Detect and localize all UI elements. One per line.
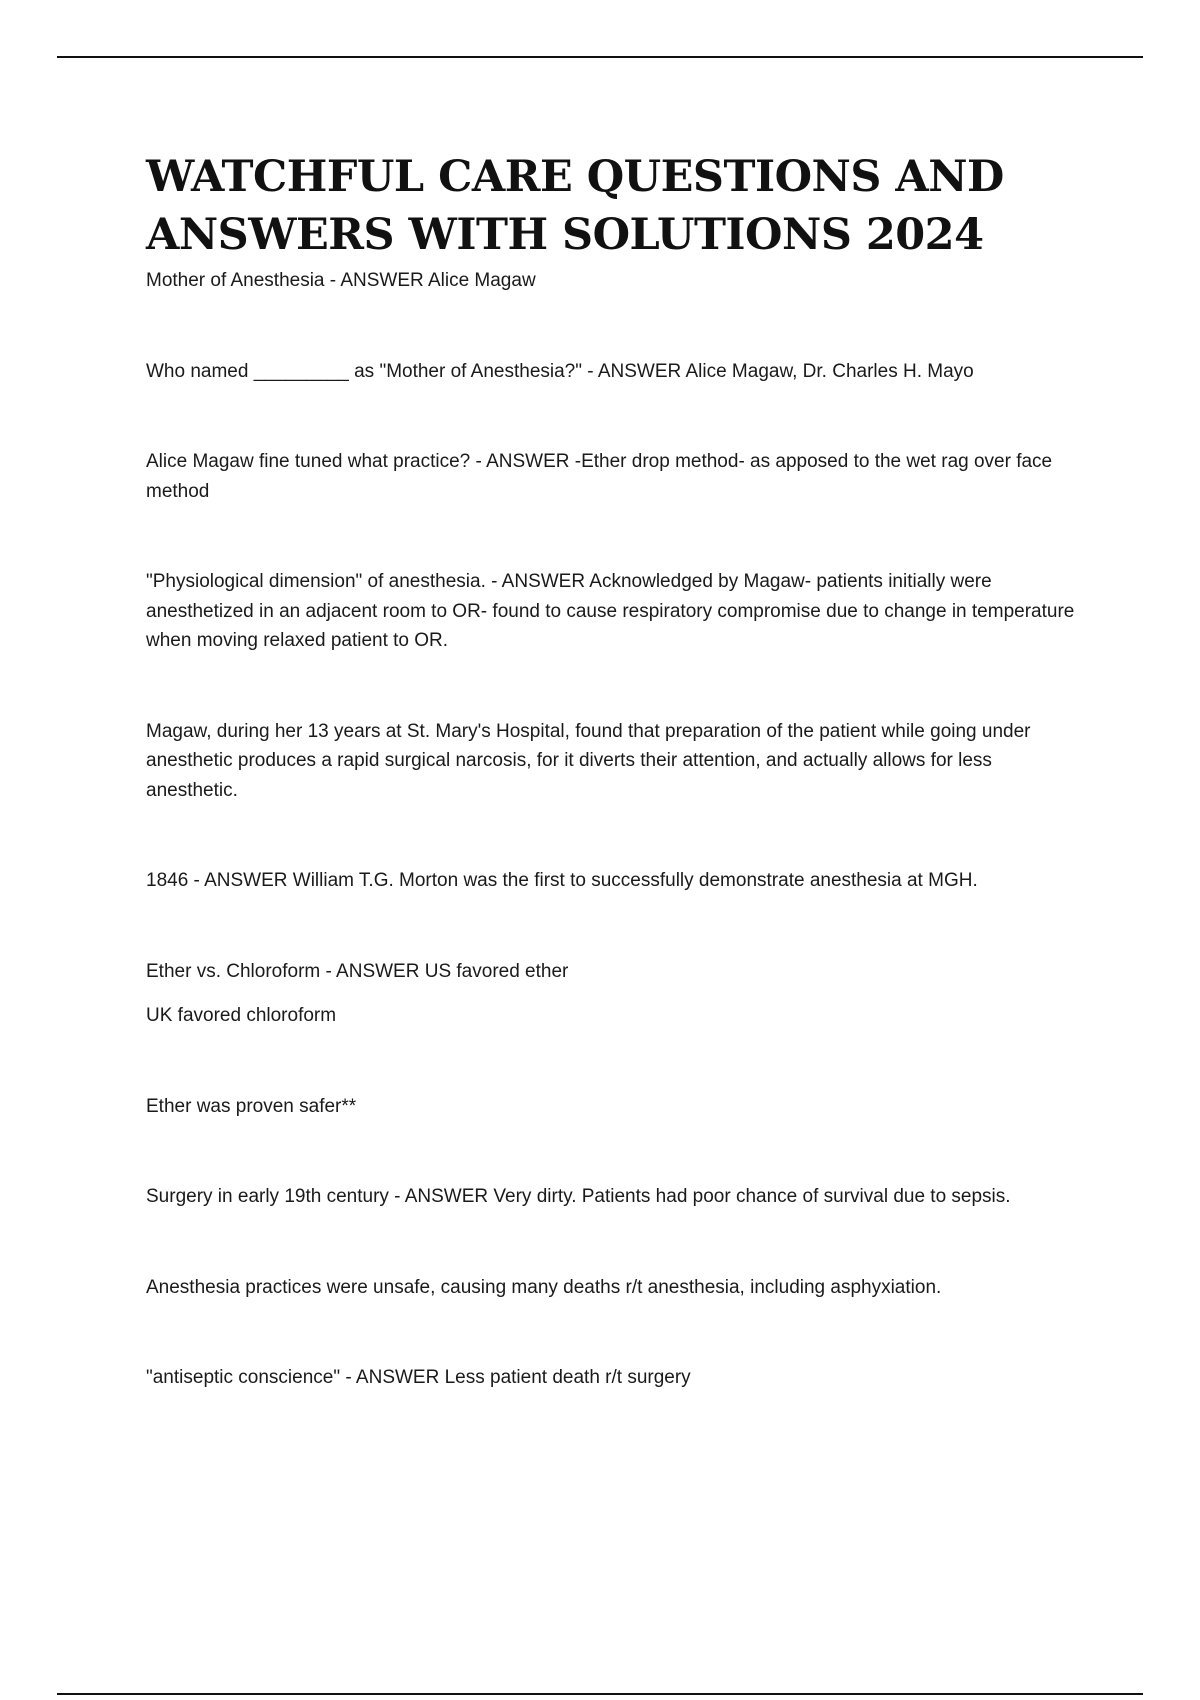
document-title: [146, 148, 1086, 264]
qa-entry: "Physiological dimension" of anesthesia. - ANSWER Acknowledged by Magaw- patients initially were anesthetized in an adjacent room to OR- found to cause respiratory compromise due to change in temperature when moving relaxed patient to OR.: [146, 571, 1075, 651]
qa-entry: 1846 - ANSWER William T.G. Morton was the first to successfully demonstrate anesthesia at MGH.: [146, 870, 978, 891]
qa-entry: "antiseptic conscience" - ANSWER Less patient death r/t surgery: [146, 1367, 691, 1388]
title-line-2: ANSWERS WITH SOLUTIONS 2024: [146, 210, 984, 260]
qa-entry: Anesthesia practices were unsafe, causing many deaths r/t anesthesia, including asphyxiation.: [146, 1276, 942, 1298]
qa-entry: Alice Magaw fine tuned what practice? - ANSWER -Ether drop method- as apposed to the wet rag over face method: [146, 451, 1053, 502]
document-body: [146, 148, 1086, 1393]
top-rule: [57, 56, 1143, 58]
qa-entry: Who named _________ as "Mother of Anesthesia?" - ANSWER Alice Magaw, Dr. Charles H. Mayo: [146, 360, 974, 382]
qa-entry: Magaw, during her 13 years at St. Mary's Hospital, found that preparation of the patient while going under anesthetic produces a rapid surgical narcosis, for it diverts their attention, and actually allows for less anesthetic.: [146, 720, 1031, 801]
qa-entry: Surgery in early 19th century - ANSWER Very dirty. Patients had poor chance of survival due to sepsis.: [146, 1186, 1011, 1207]
bottom-rule: [57, 1693, 1143, 1695]
qa-entry: Mother of Anesthesia - ANSWER Alice Magaw: [146, 270, 536, 291]
title-line-1: WATCHFUL CARE QUESTIONS AND: [146, 152, 1004, 202]
qa-entry: Ether was proven safer**: [146, 1095, 357, 1117]
qa-entry-continuation: UK favored chloroform: [146, 1005, 337, 1026]
qa-entry: Ether vs. Chloroform - ANSWER US favored ether: [146, 960, 569, 982]
qa-list: [146, 266, 1086, 1393]
